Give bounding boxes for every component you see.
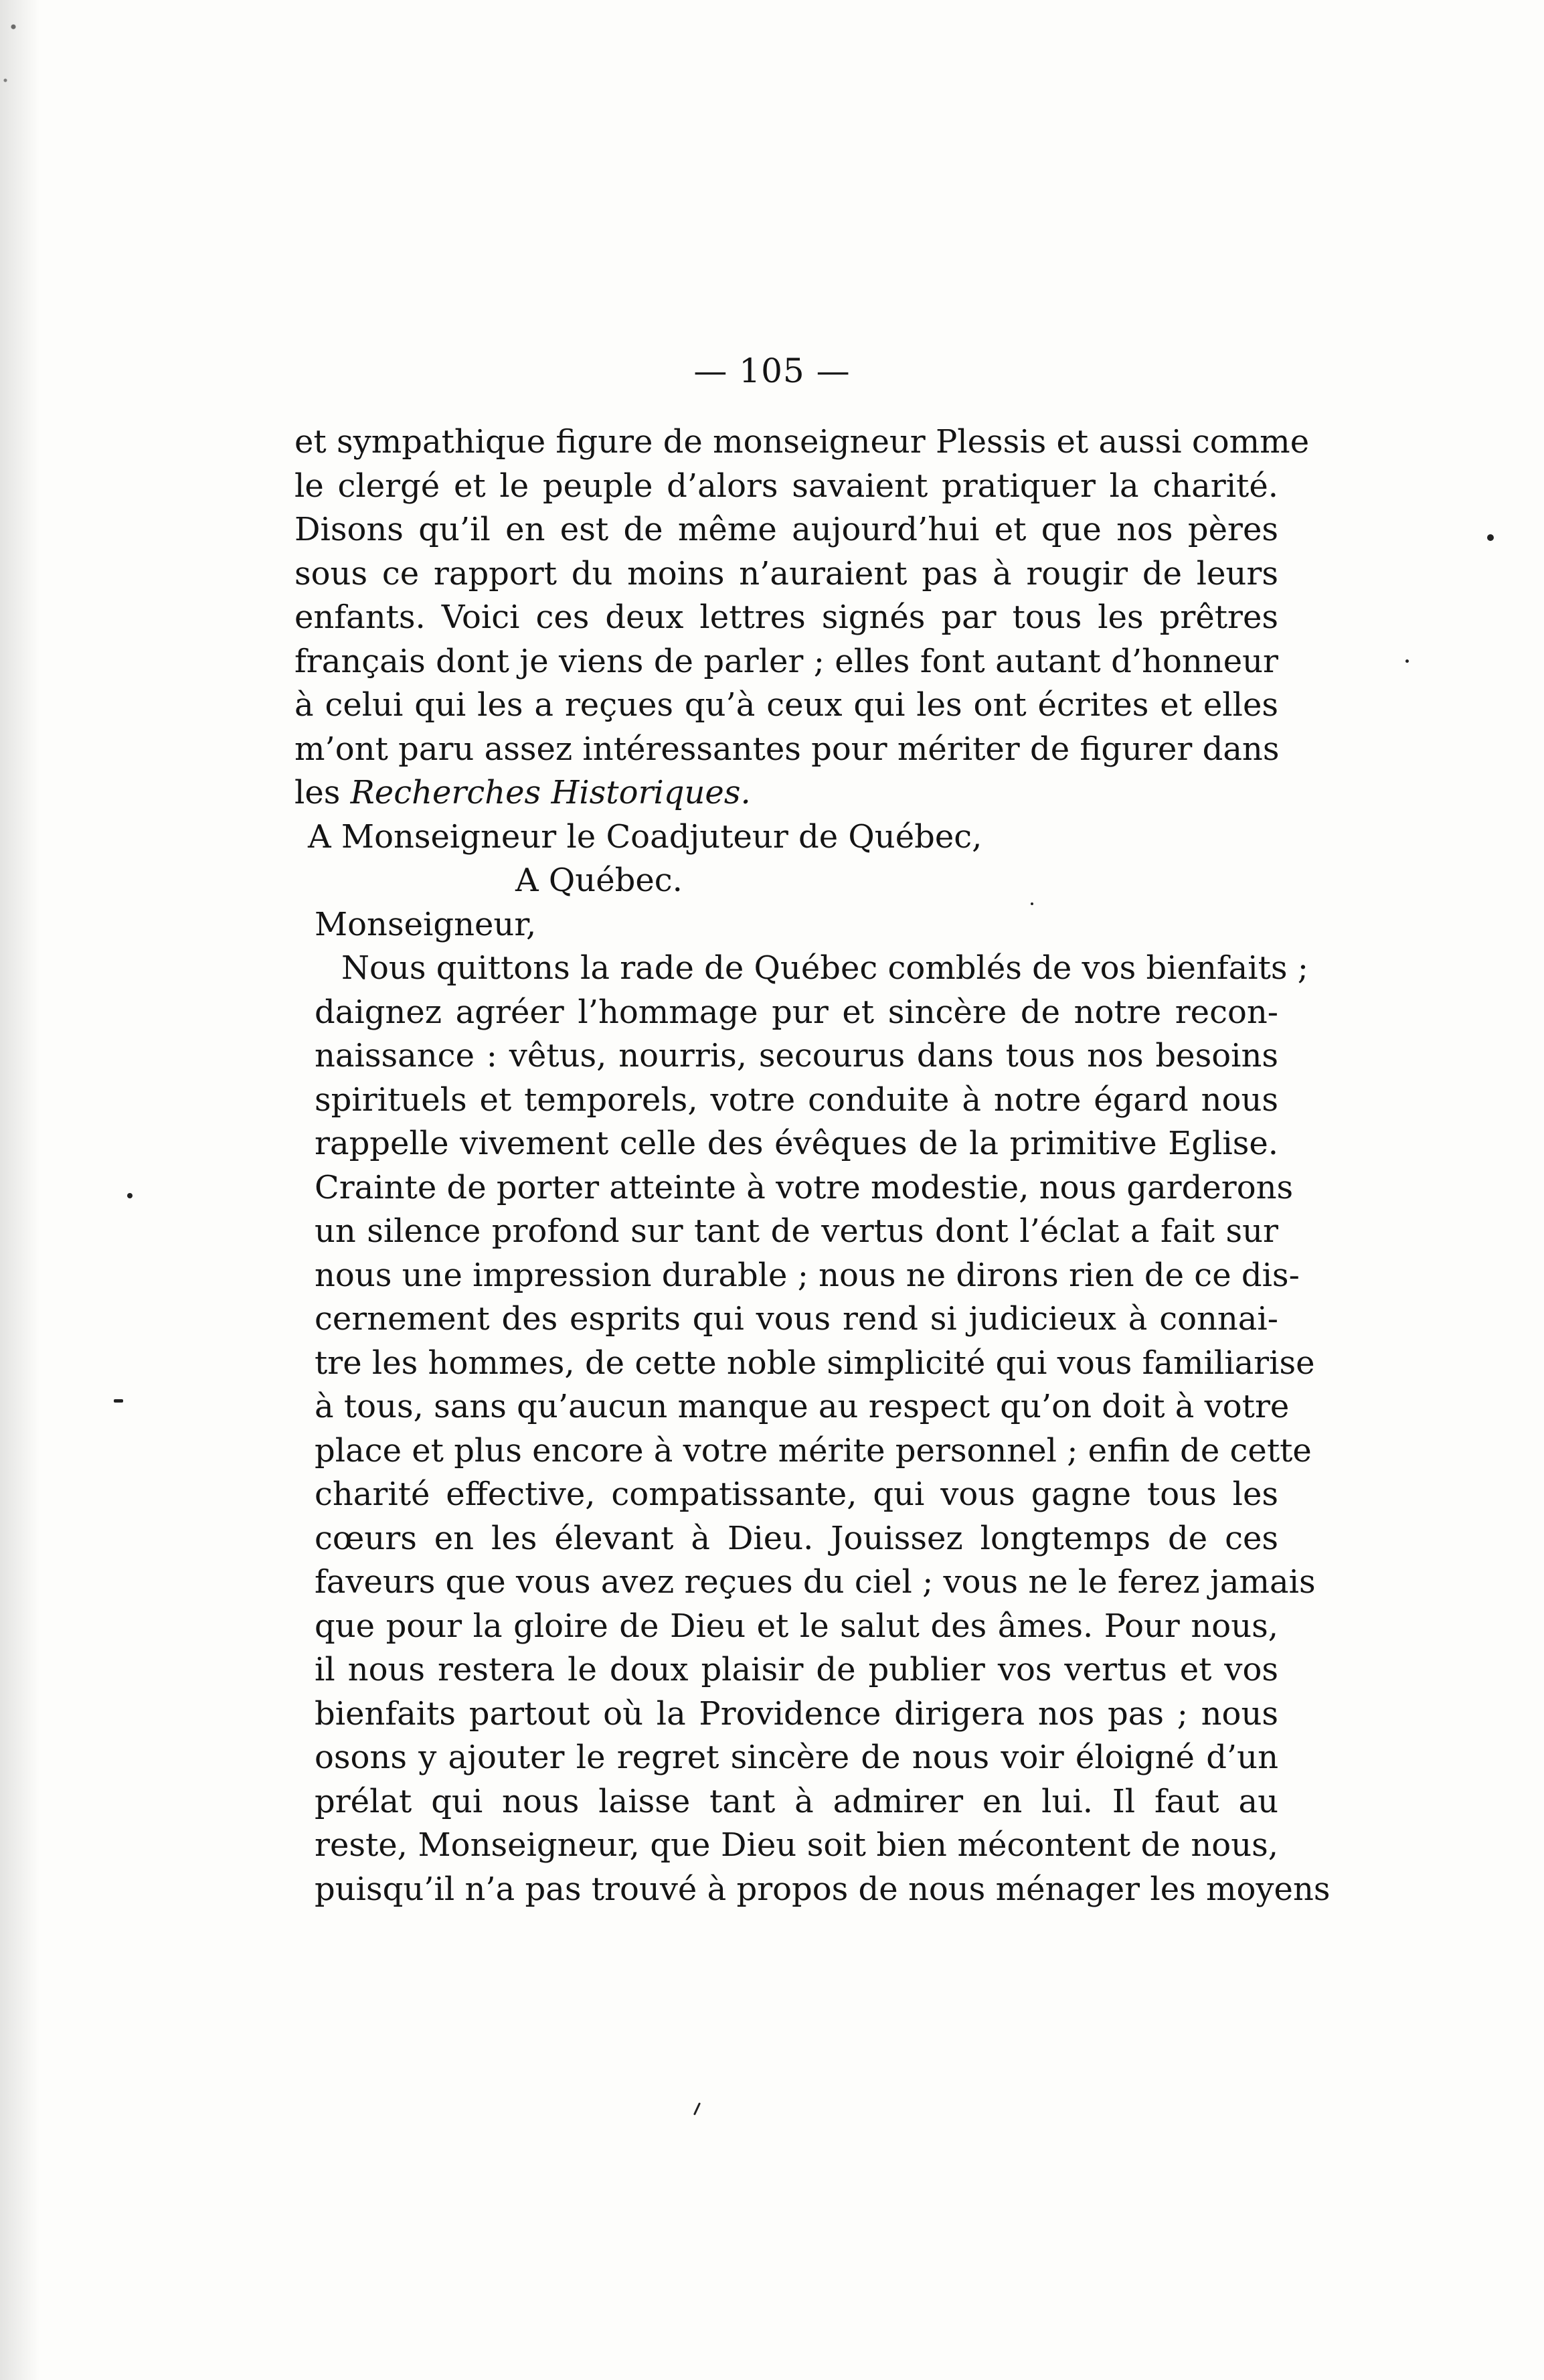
scan-speck <box>127 1193 133 1198</box>
text-line: nous une impression durable ; nous ne dirons rien de ce dis- <box>315 1256 1300 1294</box>
text-line: cœurs en les élevant à Dieu. Jouissez longtemps de ces <box>315 1519 1278 1557</box>
text-line: un silence profond sur tant de vertus dont l’éclat a fait sur <box>315 1212 1278 1250</box>
text-line: charité effective, compatissante, qui vous gagne tous les <box>315 1476 1278 1513</box>
text-line: bienfaits partout où la Providence dirigera nos pas ; nous <box>315 1694 1278 1733</box>
text-line: Disons qu’il en est de même aujourd’hui et que nos pères <box>294 511 1278 548</box>
text-line: que pour la gloire de Dieu et le salut des âmes. Pour nous, <box>315 1607 1278 1645</box>
address-line-1: A Monseigneur le Coadjuteur de Québec, <box>308 817 982 856</box>
text-line: Nous quittons la rade de Québec comblés de vos bienfaits ; <box>341 949 1308 987</box>
paragraph-intro <box>294 420 1310 815</box>
text-line: daignez agréer l’hommage pur et sincère de notre recon- <box>315 993 1278 1031</box>
page-number: — 105 — <box>693 351 851 390</box>
body-text <box>294 420 1331 1911</box>
text-line: sous ce rapport du moins n’auraient pas à rougir de leurs <box>294 554 1278 592</box>
letter-body <box>294 947 1331 1911</box>
scan-speck <box>1487 534 1494 541</box>
text-line: à celui qui les a reçues qu’à ceux qui les ont écrites et elles <box>294 686 1278 724</box>
text-line: naissance : vêtus, nourris, secourus dans tous nos besoins <box>315 1037 1278 1075</box>
publication-title: Recherches Historiques. <box>350 774 751 811</box>
text-line: enfants. Voici ces deux lettres signés par tous les prêtres <box>294 599 1278 636</box>
salutation: Monseigneur, <box>315 905 537 943</box>
text-line: osons y ajouter le regret sincère de nous voir éloigné d’un <box>315 1739 1278 1776</box>
text-line: prélat qui nous laisse tant à admirer en lui. Il faut au <box>315 1782 1278 1820</box>
text-line: le clergé et le peuple d’alors savaient pratiquer la charité. <box>294 467 1278 505</box>
text-line: cernement des esprits qui vous rend si judicieux à connai- <box>315 1300 1278 1338</box>
text-line: et sympathique figure de monseigneur Plessis et aussi comme <box>294 423 1310 461</box>
text-line: faveurs que vous avez reçues du ciel ; vous ne le ferez jamais <box>315 1563 1316 1601</box>
text-line: spirituels et temporels, votre conduite à notre égard nous <box>315 1081 1278 1119</box>
text-line: Crainte de porter atteinte à votre modestie, nous garderons <box>315 1168 1294 1206</box>
text-line: reste, Monseigneur, que Dieu soit bien mécontent de nous, <box>315 1826 1278 1864</box>
text-line: il nous restera le doux plaisir de publier vos vertus et vos <box>315 1651 1278 1688</box>
text-line: puisqu’il n’a pas trouvé à propos de nous ménager les moyens <box>315 1870 1331 1908</box>
text-line: m’ont paru assez intéressantes pour mériter de figurer dans <box>294 730 1280 768</box>
scan-speck <box>693 2102 701 2115</box>
text-line-last <box>294 771 1278 815</box>
scan-speck <box>114 1399 123 1403</box>
text-prefix: les <box>294 774 351 811</box>
address-line-2: A Québec. <box>515 862 683 899</box>
text-line: à tous, sans qu’aucun manque au respect qu’on doit à votre <box>315 1388 1290 1425</box>
text-line: tre les hommes, de cette noble simplicité qui vous familiarise <box>315 1344 1315 1382</box>
scan-speck <box>1031 902 1033 905</box>
scan-speck <box>1405 659 1409 663</box>
text-line: rappelle vivement celle des évêques de la primitive Eglise. <box>315 1125 1278 1162</box>
text-line: français dont je viens de parler ; elles font autant d’honneur <box>294 642 1278 680</box>
text-line: place et plus encore à votre mérite personnel ; enfin de cette <box>315 1431 1312 1470</box>
